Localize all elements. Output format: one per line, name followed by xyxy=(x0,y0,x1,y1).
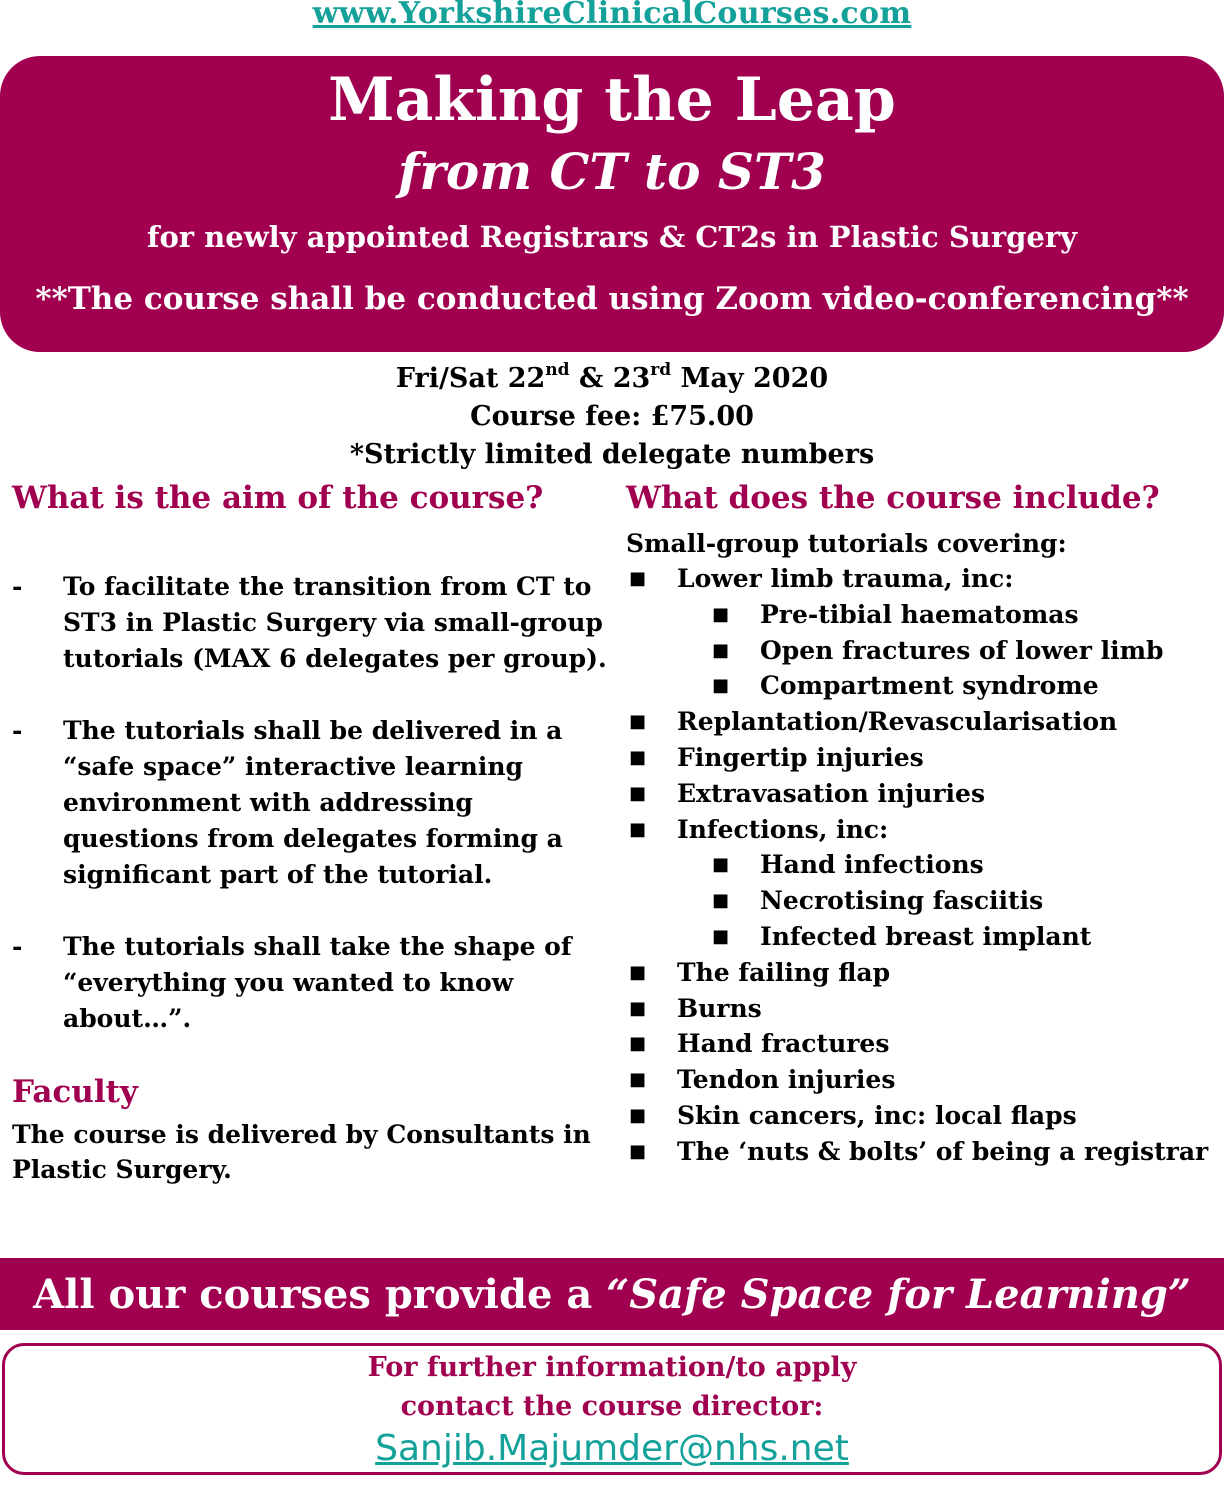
contact-line-1: For further information/to apply xyxy=(367,1352,857,1383)
course-details xyxy=(0,360,1224,474)
includes-item-label: Fingertip injuries xyxy=(677,742,924,772)
includes-item-label: Lower limb trauma, inc: xyxy=(677,564,1014,593)
aim-list xyxy=(12,569,612,1073)
includes-item-label: Replantation/Revascularisation xyxy=(677,707,1118,737)
slogan-emphasis: “Safe Space for Learning” xyxy=(606,1271,1191,1318)
course-dates: Fri/Sat 22nd & 23rd May 2020 xyxy=(395,360,829,394)
includes-item-label: Compartment syndrome xyxy=(760,671,1099,701)
includes-item-label: The failing flap xyxy=(677,957,891,987)
includes-subitem xyxy=(626,883,1224,919)
aim-heading: What is the aim of the course? xyxy=(12,480,544,516)
square-bullet-icon: ■ xyxy=(629,818,647,840)
includes-subitem xyxy=(626,919,1224,955)
includes-subitem xyxy=(626,633,1224,669)
faculty-heading: Faculty xyxy=(12,1074,138,1110)
course-fee: Course fee: £75.00 xyxy=(470,401,754,432)
square-bullet-icon: ■ xyxy=(712,603,730,625)
zoom-note: **The course shall be conducted using Zoom video-conferencing** xyxy=(35,281,1189,317)
includes-item-label: Tendon injuries xyxy=(677,1065,896,1095)
includes-item-label: Infections, inc: xyxy=(677,814,889,844)
course-title: Making the Leap xyxy=(328,65,896,135)
includes-item xyxy=(626,561,1224,597)
safe-space-banner xyxy=(0,1258,1224,1330)
includes-item xyxy=(626,704,1224,740)
includes-intro: Small-group tutorials covering: xyxy=(626,529,1067,558)
square-bullet-icon: ■ xyxy=(629,746,647,768)
includes-item-label: Infected breast implant xyxy=(760,921,1092,951)
includes-subitem xyxy=(626,847,1224,883)
square-bullet-icon: ■ xyxy=(629,711,647,733)
includes-item-label: Burns xyxy=(677,993,762,1023)
includes-item-label: Hand infections xyxy=(760,850,984,880)
square-bullet-icon: ■ xyxy=(629,961,647,983)
includes-item-label: Pre-tibial haematomas xyxy=(760,599,1079,629)
includes-item xyxy=(626,812,1224,848)
square-bullet-icon: ■ xyxy=(712,925,730,947)
audience-text: for newly appointed Registrars & CT2s in Plastic Surgery xyxy=(146,220,1077,254)
website-link[interactable]: www.YorkshireClinicalCourses.com xyxy=(312,0,912,31)
delegate-limit-note: *Strictly limited delegate numbers xyxy=(349,439,875,470)
square-bullet-icon: ■ xyxy=(712,854,730,876)
includes-item xyxy=(626,1062,1224,1098)
title-banner xyxy=(0,56,1224,352)
includes-item-label: The ‘nuts & bolts’ of being a registrar xyxy=(677,1136,1209,1166)
square-bullet-icon: ■ xyxy=(712,639,730,661)
square-bullet-icon: ■ xyxy=(629,1069,647,1091)
includes-item xyxy=(626,955,1224,991)
square-bullet-icon: ■ xyxy=(629,1140,647,1162)
includes-item-label: Open fractures of lower limb xyxy=(760,635,1164,665)
includes-item xyxy=(626,776,1224,812)
square-bullet-icon: ■ xyxy=(629,568,647,589)
square-bullet-icon: ■ xyxy=(629,1104,647,1126)
aim-item: - The tutorials shall be delivered in a “safe space” interactive learning environment with addressing questions from delegates forming a significant part of the tutorial. xyxy=(12,716,563,889)
includes-subitem xyxy=(626,668,1224,704)
aim-item: - The tutorials shall take the shape of “everything you wanted to know about…”. xyxy=(12,932,572,1033)
contact-line-2: contact the course director: xyxy=(400,1391,824,1422)
faculty-text: The course is delivered by Consultants in Plastic Surgery. xyxy=(12,1120,591,1184)
includes-item xyxy=(626,740,1224,776)
includes-item-label: Hand fractures xyxy=(677,1029,890,1059)
includes-subitem xyxy=(626,597,1224,633)
includes-item xyxy=(626,1098,1224,1134)
square-bullet-icon: ■ xyxy=(629,1033,647,1055)
slogan-text: All our courses provide a xyxy=(33,1271,607,1318)
includes-item xyxy=(626,991,1224,1027)
contact-box xyxy=(2,1343,1222,1475)
square-bullet-icon: ■ xyxy=(629,997,647,1019)
includes-item xyxy=(626,1026,1224,1062)
director-email-link[interactable]: Sanjib.Majumder@nhs.net xyxy=(375,1428,849,1469)
includes-heading: What does the course include? xyxy=(626,480,1160,516)
includes-item-label: Skin cancers, inc: local flaps xyxy=(677,1100,1077,1130)
includes-item-label: Necrotising fasciitis xyxy=(760,886,1044,916)
aim-item: - To facilitate the transition from CT to ST3 in Plastic Surgery via small-group tutorials (MAX 6 delegates per group). xyxy=(12,572,607,673)
square-bullet-icon: ■ xyxy=(712,675,730,697)
course-subtitle: from CT to ST3 xyxy=(398,142,826,201)
includes-item xyxy=(626,1134,1224,1170)
includes-list xyxy=(626,561,1224,1170)
includes-item-label: Extravasation injuries xyxy=(677,778,986,808)
square-bullet-icon: ■ xyxy=(629,782,647,804)
square-bullet-icon: ■ xyxy=(712,890,730,912)
